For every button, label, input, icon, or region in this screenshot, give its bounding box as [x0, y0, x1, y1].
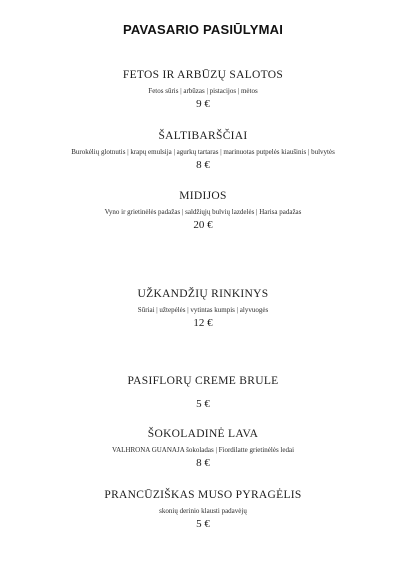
menu-item-name: FETOS IR ARBŪZŲ SALOTOS	[122, 69, 284, 81]
menu-item-name: PASIFLORŲ CREME BRULE	[127, 375, 279, 387]
menu-item-description: Vyno ir grietinėlės padažas | saldžiųjų bulvių lazdelės | Harisa padažas	[104, 208, 302, 216]
menu-item-description: Fetos sūris | arbūzas | pistacijos | mėtos	[148, 87, 258, 95]
menu-item-sokoladine-lava	[0, 427, 406, 470]
menu-item-creme-brule	[0, 374, 406, 411]
menu-item-midijos	[0, 189, 406, 232]
menu-item-description: VALHRONA GUANAJA šokoladas | Fiordilatte grietinėlės ledai	[111, 446, 295, 454]
menu-item-name: MIDIJOS	[179, 190, 227, 202]
menu-item-price: 8 €	[196, 457, 210, 469]
menu-item-price: 5 €	[196, 398, 210, 410]
menu-item-price: 9 €	[196, 98, 210, 110]
menu-item-name: ŠOKOLADINĖ LAVA	[147, 428, 259, 440]
menu-title: PAVASARIO PASIŪLYMAI	[122, 22, 284, 37]
menu-item-name: PRANCŪZIŠKAS MUSO PYRAGĖLIS	[104, 489, 302, 501]
menu-item-price: 12 €	[193, 317, 213, 329]
menu-item-uzkandziu-rinkinys	[0, 287, 406, 330]
menu-item-name: UŽKANDŽIŲ RINKINYS	[137, 288, 269, 300]
menu-item-description: Burokėlių glotnutis | krapų emulsija | agurkų tartaras | marinuotas putpelės kiaušinis | bulvytės	[71, 148, 335, 156]
menu-item-fetos-salotos	[0, 68, 406, 111]
menu-item-price: 20 €	[193, 219, 213, 231]
menu-item-price: 8 €	[196, 159, 210, 171]
menu-item-price: 5 €	[196, 518, 210, 530]
menu-item-description: Sūriai | užtepėlės | vytintas kumpis | alyvuogės	[137, 306, 269, 314]
menu-item-muso-pyragelis	[0, 488, 406, 531]
menu-item-saltibarsciai	[0, 129, 406, 172]
menu-item-description: skonių derinio klausti padavėjų	[159, 507, 247, 515]
menu-item-name: ŠALTIBARŠČIAI	[158, 130, 248, 142]
